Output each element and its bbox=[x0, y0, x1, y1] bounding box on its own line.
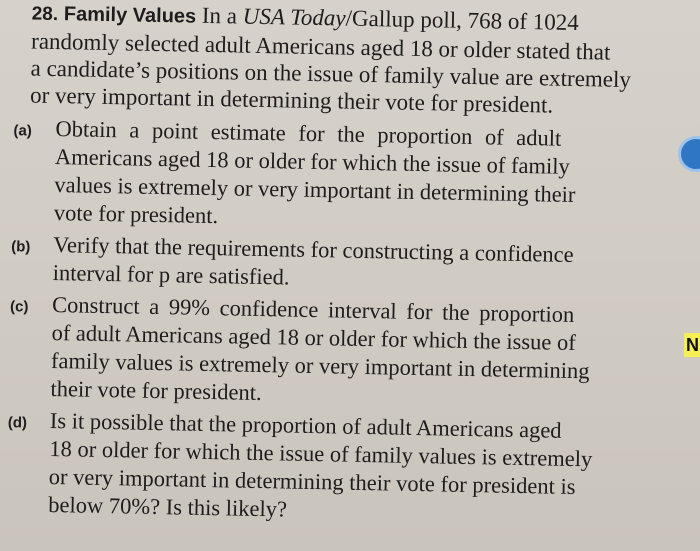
part-text bbox=[46, 115, 656, 239]
newspaper-name: USA Today bbox=[242, 3, 346, 31]
part-line: vote for president. bbox=[53, 199, 219, 229]
part-c bbox=[0, 290, 700, 416]
part-text bbox=[40, 407, 650, 531]
part-line: their vote for president. bbox=[50, 375, 262, 406]
part-line: Is it possible that the proportion of adult Americans aged bbox=[49, 407, 562, 443]
problem-number: 28. bbox=[31, 3, 59, 26]
part-label: (a) bbox=[13, 122, 32, 140]
part-line: family values is extremely or very important in determining bbox=[50, 347, 590, 384]
part-text bbox=[42, 291, 652, 415]
part-label: (c) bbox=[9, 298, 29, 316]
part-line: interval for p are satisfied. bbox=[52, 259, 290, 290]
part-line: 18 or older for which the issue of family values is extremely bbox=[49, 435, 593, 472]
part-text bbox=[44, 231, 653, 299]
part-line: Verify that the requirements for constructing a confidence bbox=[53, 231, 574, 267]
part-label: (d) bbox=[7, 414, 28, 432]
intro-text: In a bbox=[201, 2, 244, 29]
part-line: Americans aged 18 or older for which the issue of family bbox=[54, 144, 570, 179]
part-a bbox=[0, 114, 700, 240]
part-line: of adult Americans aged 18 or older for which the issue of bbox=[51, 319, 576, 356]
part-line: values is extremely or very important in determining their bbox=[54, 172, 576, 208]
problem-title: Family Values bbox=[63, 3, 197, 28]
intro-line: a candidate’s positions on the issue of family value are extremely bbox=[30, 55, 632, 93]
part-b bbox=[0, 230, 700, 300]
problem-intro bbox=[2, 0, 700, 122]
margin-tab: N bbox=[686, 335, 699, 355]
part-line: below 70%? Is this likely? bbox=[48, 491, 288, 522]
part-line: Construct a 99% confidence interval for the proportion bbox=[51, 291, 575, 328]
intro-line: or very important in determining their vote for president. bbox=[29, 82, 554, 118]
intro-text: /Gallup poll, 768 of 1024 bbox=[345, 5, 580, 36]
part-line: or very important in determining their vote for president is bbox=[48, 463, 576, 500]
intro-line: randomly selected adult Americans aged 18 or older stated that bbox=[30, 28, 611, 65]
part-label: (b) bbox=[11, 238, 31, 256]
part-line: Obtain a point estimate for the proportion of adult bbox=[55, 116, 562, 151]
part-d bbox=[0, 406, 700, 532]
